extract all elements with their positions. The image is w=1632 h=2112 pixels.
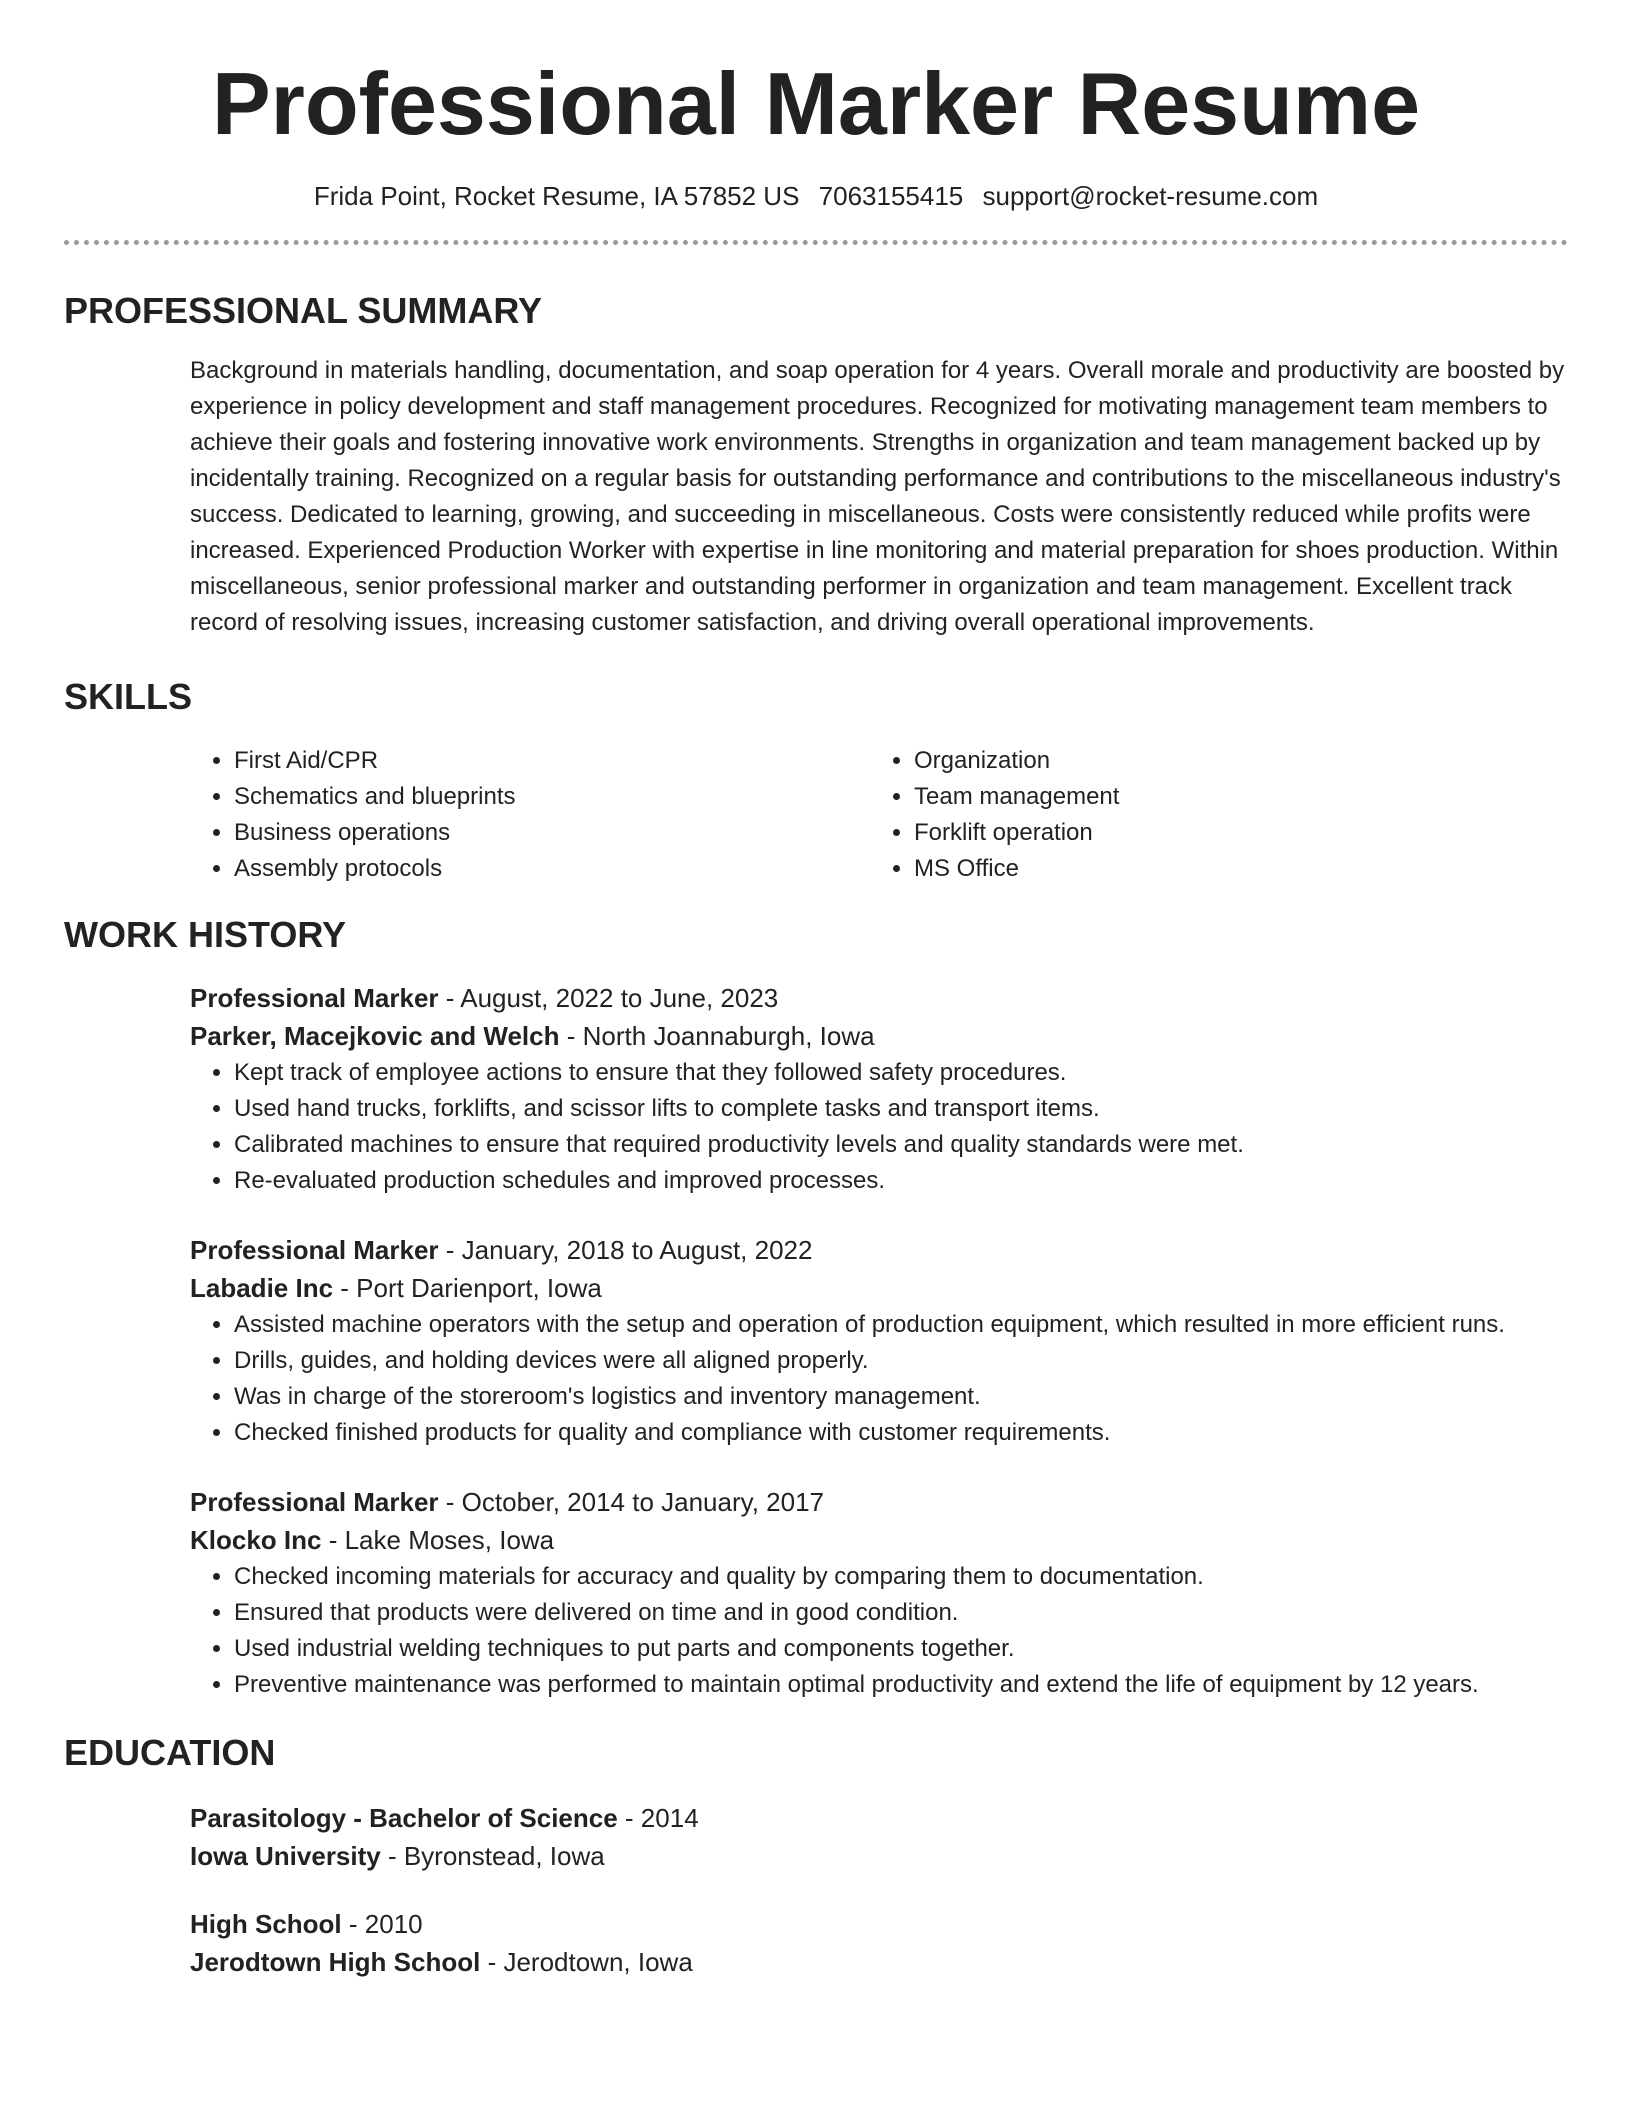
- job-title: Professional Marker: [190, 1235, 439, 1265]
- education-degree: High School: [190, 1909, 342, 1939]
- skill-item: • First Aid/CPR: [234, 743, 870, 779]
- job-title: Professional Marker: [190, 983, 439, 1013]
- summary-text: Background in materials handling, documentation, and soap operation for 4 years. Overall morale and productivity are boosted by experience in policy development and staff management procedures. Recognized for motivating management team members to achieve their goals and fostering innovative work environments. Strengths in organization and team management backed up by incidentally training. Recognized on a regular basis for outstanding performance and contributions to the miscellaneous industry's success. Dedicated to learning, growing, and succeeding in miscellaneous. Costs were consistently reduced while profits were increased. Experienced Production Worker with expertise in line monitoring and material preparation for shoes production. Within miscellaneous, senior professional marker and outstanding performer in organization and team management. Excellent track record of resolving issues, increasing customer satisfaction, and driving overall operational improvements.: [190, 357, 1565, 636]
- job-duties-list: [190, 1055, 1568, 1199]
- job-duty: • Preventive maintenance was performed to maintain optimal productivity and extend the life of equipment by 12 years.: [234, 1667, 1568, 1703]
- skills-heading: SKILLS: [64, 676, 193, 717]
- contact-address: Frida Point, Rocket Resume, IA 57852 US: [313, 181, 800, 211]
- contact-email: support@rocket-resume.com: [982, 181, 1319, 211]
- summary-heading: PROFESSIONAL SUMMARY: [64, 290, 543, 331]
- skill-item: • Forklift operation: [914, 815, 1568, 851]
- skills-grid: [190, 743, 1568, 887]
- work-history-heading: WORK HISTORY: [64, 914, 347, 955]
- job-title-line: [190, 979, 1568, 1017]
- work-history-section: [64, 913, 1568, 1703]
- skill-item: • MS Office: [914, 851, 1568, 887]
- education-location: - Jerodtown, Iowa: [480, 1947, 693, 1977]
- skill-item: • Team management: [914, 779, 1568, 815]
- job-company-line: [190, 1269, 1568, 1307]
- job-dates: - October, 2014 to January, 2017: [438, 1487, 824, 1517]
- job-duty: • Drills, guides, and holding devices were all aligned properly.: [234, 1343, 1568, 1379]
- job-entry: [190, 979, 1568, 1199]
- skills-list-left: [190, 743, 870, 887]
- job-title: Professional Marker: [190, 1487, 439, 1517]
- job-duty: • Was in charge of the storeroom's logistics and inventory management.: [234, 1379, 1568, 1415]
- education-entry: [190, 1799, 1568, 1875]
- job-duty: • Kept track of employee actions to ensure that they followed safety procedures.: [234, 1055, 1568, 1091]
- skill-item: • Organization: [914, 743, 1568, 779]
- skills-list-right: [870, 743, 1568, 887]
- job-duties-list: [190, 1559, 1568, 1703]
- skill-item: • Schematics and blueprints: [234, 779, 870, 815]
- job-entry: [190, 1231, 1568, 1451]
- job-duties-list: [190, 1307, 1568, 1451]
- job-duty: • Ensured that products were delivered on time and in good condition.: [234, 1595, 1568, 1631]
- education-school: Iowa University: [190, 1841, 381, 1871]
- skills-section: [64, 675, 1568, 887]
- education-degree-line: [190, 1905, 1568, 1943]
- education-year: - 2014: [617, 1803, 699, 1833]
- resume-title: Professional Marker Resume: [211, 54, 1421, 153]
- job-company: Parker, Macejkovic and Welch: [190, 1021, 560, 1051]
- contact-line: [64, 178, 1568, 214]
- skill-item: • Assembly protocols: [234, 851, 870, 887]
- education-school: Jerodtown High School: [190, 1947, 481, 1977]
- job-duty: • Calibrated machines to ensure that required productivity levels and quality standards were met.: [234, 1127, 1568, 1163]
- education-degree-line: [190, 1799, 1568, 1837]
- job-location: - Lake Moses, Iowa: [321, 1525, 555, 1555]
- job-entry: [190, 1483, 1568, 1703]
- contact-phone: 7063155415: [818, 181, 964, 211]
- header-divider: [64, 240, 1568, 245]
- job-location: - North Joannaburgh, Iowa: [559, 1021, 875, 1051]
- education-school-line: [190, 1837, 1568, 1875]
- education-entry: [190, 1905, 1568, 1981]
- job-company-line: [190, 1017, 1568, 1055]
- education-location: - Byronstead, Iowa: [380, 1841, 605, 1871]
- job-title-line: [190, 1231, 1568, 1269]
- job-duty: • Checked incoming materials for accuracy and quality by comparing them to documentation.: [234, 1559, 1568, 1595]
- job-location: - Port Darienport, Iowa: [333, 1273, 602, 1303]
- education-year: - 2010: [341, 1909, 423, 1939]
- skill-item: • Business operations: [234, 815, 870, 851]
- job-dates: - January, 2018 to August, 2022: [438, 1235, 813, 1265]
- job-duty: • Re-evaluated production schedules and improved processes.: [234, 1163, 1568, 1199]
- job-duty: • Assisted machine operators with the setup and operation of production equipment, which resulted in more efficient runs.: [234, 1307, 1568, 1343]
- job-duty: • Used hand trucks, forklifts, and scissor lifts to complete tasks and transport items.: [234, 1091, 1568, 1127]
- job-company: Klocko Inc: [190, 1525, 322, 1555]
- education-section: [64, 1731, 1568, 1981]
- job-duty: • Used industrial welding techniques to put parts and components together.: [234, 1631, 1568, 1667]
- education-school-line: [190, 1943, 1568, 1981]
- job-duty: • Checked finished products for quality and compliance with customer requirements.: [234, 1415, 1568, 1451]
- job-company-line: [190, 1521, 1568, 1559]
- job-company: Labadie Inc: [190, 1273, 334, 1303]
- summary-section: [64, 289, 1568, 641]
- job-dates: - August, 2022 to June, 2023: [438, 983, 779, 1013]
- education-heading: EDUCATION: [64, 1732, 276, 1773]
- education-degree: Parasitology - Bachelor of Science: [190, 1803, 618, 1833]
- job-title-line: [190, 1483, 1568, 1521]
